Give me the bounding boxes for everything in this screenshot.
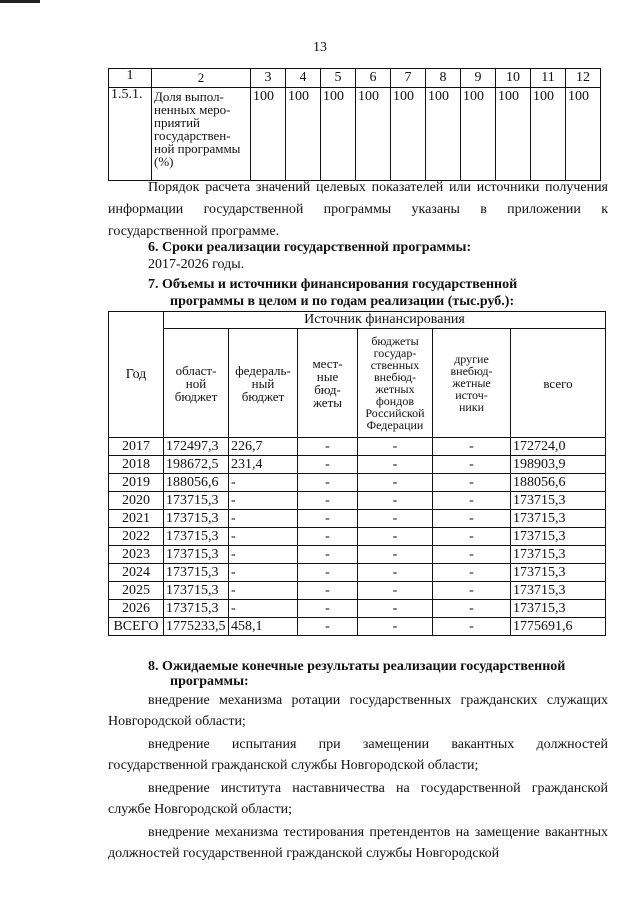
local-budgets-cell: - — [298, 582, 358, 600]
value-cell: 100 — [426, 88, 461, 181]
header-line: другие — [454, 352, 489, 366]
indicator-name — [152, 88, 251, 181]
header-line: жеты — [313, 395, 342, 410]
financing-subheader-row — [109, 329, 606, 438]
local-budgets-cell: - — [298, 492, 358, 510]
result-item-1: внедрение механизма ротации государственных гражданских служащих Новгородской области; — [108, 693, 608, 729]
top-edge-mark — [0, 0, 40, 3]
indicator-name-line: (%) — [154, 154, 174, 169]
total-header: всего — [511, 329, 606, 438]
section-7-heading-line1: 7. Объемы и источники финансирования государственной — [148, 277, 518, 292]
header-line: ный — [251, 375, 275, 391]
local-budgets-cell: - — [298, 438, 358, 456]
other-sources-cell: - — [433, 564, 511, 582]
local-budgets-cell: - — [298, 528, 358, 546]
financing-table — [108, 311, 606, 636]
total-cell: 173715,3 — [511, 510, 606, 528]
regional-budget-cell: 173715,3 — [164, 546, 229, 564]
header-cell: 3 — [251, 69, 286, 88]
local-budgets-header — [298, 329, 358, 438]
federal-budget-cell: 231,4 — [229, 456, 298, 474]
extrabudget-funds-cell: - — [358, 600, 433, 618]
header-line: Российской — [365, 406, 425, 420]
federal-budget-cell: - — [229, 474, 298, 492]
source-header: Источник финансирования — [164, 312, 606, 329]
other-sources-header — [433, 329, 511, 438]
value-cell: 100 — [496, 88, 531, 181]
header-cell: 2 — [152, 69, 251, 88]
value-cell: 100 — [286, 88, 321, 181]
financing-table-row — [109, 618, 606, 636]
header-line: бюджеты — [371, 334, 419, 348]
header-line: жетные — [452, 376, 491, 390]
local-budgets-cell: - — [298, 564, 358, 582]
extrabudget-funds-cell: - — [358, 474, 433, 492]
regional-budget-cell: 173715,3 — [164, 492, 229, 510]
regional-budget-cell: 173715,3 — [164, 564, 229, 582]
year-cell: 2022 — [109, 528, 164, 546]
year-cell: 2019 — [109, 474, 164, 492]
header-line: Федерации — [366, 418, 424, 432]
section-7-heading-line2: программы в целом и по годам реализации (тыс.руб.): — [170, 294, 515, 309]
total-cell: 173715,3 — [511, 600, 606, 618]
regional-budget-cell: 173715,3 — [164, 528, 229, 546]
value-cell: 100 — [321, 88, 356, 181]
total-cell: 198903,9 — [511, 456, 606, 474]
total-cell: 173715,3 — [511, 582, 606, 600]
header-cell: 1 — [109, 69, 152, 88]
result-item-2: внедрение испытания при замещении вакантных должностей государственной гражданской службы Новгородской области; — [108, 737, 608, 773]
total-cell: 173715,3 — [511, 546, 606, 564]
total-cell: 173715,3 — [511, 564, 606, 582]
federal-budget-cell: - — [229, 492, 298, 510]
federal-budget-cell: - — [229, 564, 298, 582]
local-budgets-cell: - — [298, 510, 358, 528]
header-line: бюд- — [314, 382, 341, 397]
extrabudget-funds-cell: - — [358, 564, 433, 582]
other-sources-cell: - — [433, 600, 511, 618]
header-line: источ- — [455, 388, 488, 402]
result-item-3: внедрение института наставничества на государственной гражданской службе Новгородской области; — [108, 781, 608, 817]
local-budgets-cell: - — [298, 474, 358, 492]
header-cell: 7 — [391, 69, 426, 88]
indicators-table-row — [109, 88, 601, 181]
year-cell: 2020 — [109, 492, 164, 510]
regional-budget-cell: 188056,6 — [164, 474, 229, 492]
federal-budget-cell: 458,1 — [229, 618, 298, 636]
regional-budget-cell: 1775233,5 — [164, 618, 229, 636]
header-cell: 10 — [496, 69, 531, 88]
header-line: внебюд- — [374, 370, 416, 384]
header-line: ственных — [370, 358, 420, 372]
header-cell: 4 — [286, 69, 321, 88]
federal-budget-cell: - — [229, 582, 298, 600]
extrabudget-funds-cell: - — [358, 582, 433, 600]
year-cell: 2023 — [109, 546, 164, 564]
total-cell: 173715,3 — [511, 528, 606, 546]
header-line: бюджет — [174, 388, 218, 404]
extrabudget-funds-cell: - — [358, 492, 433, 510]
financing-table-row — [109, 582, 606, 600]
regional-budget-cell: 173715,3 — [164, 510, 229, 528]
year-cell: 2018 — [109, 456, 164, 474]
federal-budget-cell: - — [229, 546, 298, 564]
header-line: мест- — [312, 356, 343, 371]
financing-table-row — [109, 546, 606, 564]
value-cell: 100 — [391, 88, 426, 181]
header-cell: 12 — [566, 69, 601, 88]
local-budgets-cell: - — [298, 456, 358, 474]
financing-table-row — [109, 438, 606, 456]
regional-budget-cell: 173715,3 — [164, 582, 229, 600]
value-cell: 100 — [566, 88, 601, 181]
indicators-table-header-row — [109, 69, 601, 88]
section-8-heading-line2: программы: — [170, 674, 249, 689]
header-line: ной — [185, 375, 207, 391]
federal-budget-cell: 226,7 — [229, 438, 298, 456]
section-6-heading: 6. Сроки реализации государственной программы: — [148, 240, 472, 255]
other-sources-cell: - — [433, 474, 511, 492]
extrabudget-funds-cell: - — [358, 528, 433, 546]
total-cell: 172724,0 — [511, 438, 606, 456]
page-number: 13 — [313, 40, 327, 55]
federal-budget-header — [229, 329, 298, 438]
other-sources-cell: - — [433, 438, 511, 456]
financing-table-row — [109, 456, 606, 474]
indicator-name-line: Доля выпол- — [154, 89, 224, 104]
indicators-table — [108, 68, 601, 181]
section-6-text: 2017-2026 годы. — [148, 257, 245, 272]
indicator-name-line: ной программы — [154, 141, 241, 156]
row-index: 1.5.1. — [109, 88, 152, 181]
year-cell: 2024 — [109, 564, 164, 582]
value-cell: 100 — [251, 88, 286, 181]
other-sources-cell: - — [433, 492, 511, 510]
financing-table-row — [109, 510, 606, 528]
result-item-4: внедрение механизма тестирования претендентов на замещение вакантных должностей государственной гражданской службы Новгородской — [108, 825, 608, 861]
section-8-heading-line1: 8. Ожидаемые конечные результаты реализации государственной — [148, 659, 566, 674]
financing-table-row — [109, 600, 606, 618]
header-line: фондов — [376, 394, 414, 408]
other-sources-cell: - — [433, 456, 511, 474]
other-sources-cell: - — [433, 546, 511, 564]
header-cell: 5 — [321, 69, 356, 88]
extrabudget-funds-cell: - — [358, 510, 433, 528]
financing-table-row — [109, 474, 606, 492]
financing-table-row — [109, 564, 606, 582]
regional-budget-cell: 172497,3 — [164, 438, 229, 456]
header-line: внебюд- — [450, 364, 493, 378]
regional-budget-cell: 173715,3 — [164, 600, 229, 618]
financing-table-row — [109, 528, 606, 546]
header-line: ники — [458, 400, 485, 414]
header-line: жетных — [375, 382, 415, 396]
value-cell: 100 — [531, 88, 566, 181]
year-cell: 2025 — [109, 582, 164, 600]
extrabudget-funds-cell: - — [358, 618, 433, 636]
financing-table-row — [109, 492, 606, 510]
header-line: ные — [316, 369, 339, 384]
other-sources-cell: - — [433, 510, 511, 528]
header-line: бюджет — [241, 388, 285, 404]
year-cell: 2026 — [109, 600, 164, 618]
other-sources-cell: - — [433, 528, 511, 546]
other-sources-cell: - — [433, 582, 511, 600]
indicators-paragraph: Порядок расчета значений целевых показателей или источники получения информации государственной программы указаны в приложении к государственной программе. — [108, 180, 608, 239]
indicator-name-line: ненных меро- — [154, 102, 231, 117]
value-cell: 100 — [461, 88, 496, 181]
year-cell: 2021 — [109, 510, 164, 528]
total-cell: 1775691,6 — [511, 618, 606, 636]
financing-header-row — [109, 312, 606, 329]
federal-budget-cell: - — [229, 600, 298, 618]
federal-budget-cell: - — [229, 510, 298, 528]
extrabudget-funds-cell: - — [358, 546, 433, 564]
extrabudget-funds-cell: - — [358, 438, 433, 456]
other-sources-cell: - — [433, 618, 511, 636]
header-line: федераль- — [235, 362, 291, 378]
indicator-name-line: государствен- — [154, 128, 231, 143]
indicator-name-line: приятий — [154, 115, 200, 130]
local-budgets-cell: - — [298, 618, 358, 636]
header-cell: 11 — [531, 69, 566, 88]
local-budgets-cell: - — [298, 546, 358, 564]
header-line: област- — [175, 362, 217, 378]
extrabudget-funds-cell: - — [358, 456, 433, 474]
year-header: Год — [109, 312, 164, 438]
header-cell: 8 — [426, 69, 461, 88]
total-cell: 188056,6 — [511, 474, 606, 492]
header-cell: 6 — [356, 69, 391, 88]
header-line: государ- — [373, 346, 417, 360]
extrabudget-funds-header — [358, 329, 433, 438]
financing-table-body — [109, 438, 606, 636]
value-cell: 100 — [356, 88, 391, 181]
total-cell: 173715,3 — [511, 492, 606, 510]
local-budgets-cell: - — [298, 600, 358, 618]
year-cell: ВСЕГО — [109, 618, 164, 636]
regional-budget-header — [164, 329, 229, 438]
header-cell: 9 — [461, 69, 496, 88]
regional-budget-cell: 198672,5 — [164, 456, 229, 474]
year-cell: 2017 — [109, 438, 164, 456]
federal-budget-cell: - — [229, 528, 298, 546]
